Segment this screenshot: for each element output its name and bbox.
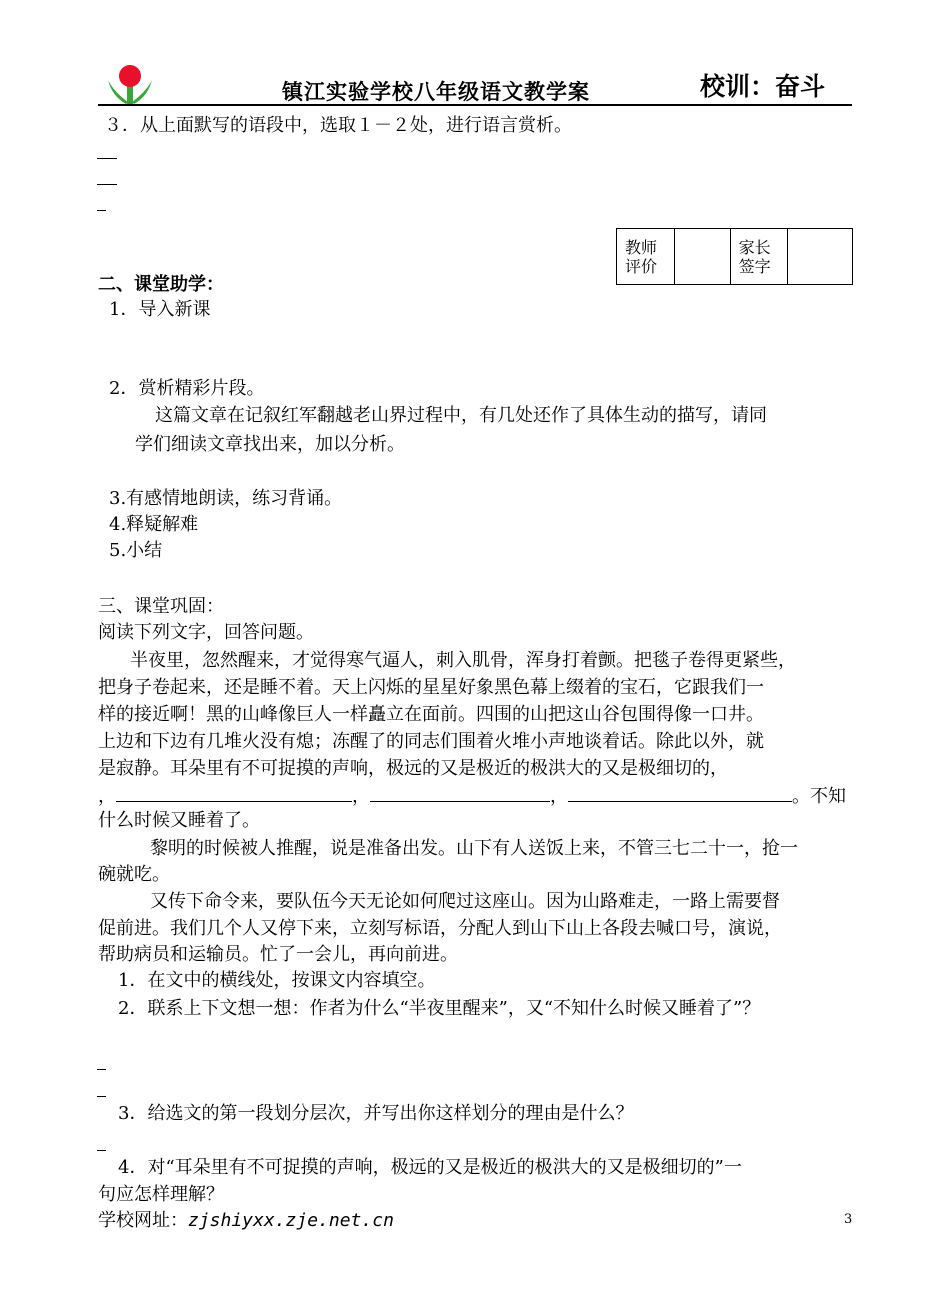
fill-blank-2[interactable] (370, 785, 550, 802)
passage-line: 上边和下边有几堆火没有熄；冻醒了的同志们围着火堆小声地谈着话。除此以外，就 (98, 731, 764, 752)
section2-item2-text: 这篇文章在记叙红军翻越老山界过程中，有几处还作了具体生动的描写，请同 (155, 405, 767, 426)
fill-end: 。不知 (792, 786, 846, 807)
logo-graphic (104, 62, 156, 106)
section3-instruction: 阅读下列文字，回答问题。 (98, 622, 314, 643)
evaluation-table (616, 228, 853, 285)
fill-sep: ， (352, 786, 370, 807)
section2-item3: 3.有感情地朗读，练习背诵。 (109, 488, 343, 509)
teacher-eval-box[interactable] (674, 229, 730, 285)
passage-line: 碗就吃。 (98, 864, 170, 885)
section2-heading: 二、课堂助学： (98, 274, 224, 295)
passage-line: 黎明的时候被人推醒，说是准备出发。山下有人送饭上来，不管三七二十一，抢一 (150, 838, 798, 859)
passage-line: 是寂静。耳朵里有不可捉摸的声响，极远的又是极近的极洪大的又是极细切的， (98, 758, 728, 779)
parent-sign-label: 家长 签字 (730, 229, 788, 285)
passage-line: 什么时候又睡着了。 (98, 810, 260, 831)
fill-sep: ， (98, 786, 116, 807)
answer-line (97, 158, 117, 159)
fill-blank-3[interactable] (568, 785, 792, 802)
footer-site-url[interactable]: zjshiyxx.zje.net.cn (188, 1210, 394, 1231)
passage-line: 又传下命令来，要队伍今天无论如何爬过这座山。因为山路难走，一路上需要督 (150, 891, 780, 912)
page-number: 3 (844, 1212, 853, 1227)
section3-heading: 三、课堂巩固： (98, 596, 224, 617)
question-3: 3．给选文的第一段划分层次，并写出你这样划分的理由是什么？ (118, 1103, 634, 1124)
footer-site (98, 1210, 394, 1232)
passage-line: 促前进。我们几个人又停下来，立刻写标语，分配人到山下山上各段去喊口号，演说， (98, 918, 782, 939)
section2-item4: 4.释疑解难 (109, 514, 199, 535)
header-motto: 校训：奋斗 (700, 72, 826, 101)
answer-line (97, 210, 106, 211)
parent-sign-box[interactable] (788, 229, 853, 285)
answer-line (97, 184, 117, 185)
answer-line (97, 1150, 106, 1151)
question-1: 1．在文中的横线处，按课文内容填空。 (118, 970, 436, 991)
question-4-cont: 句应怎样理解？ (98, 1184, 224, 1205)
passage-line: 帮助病员和运输员。忙了一会儿，再向前进。 (98, 944, 458, 965)
section2-item1: 1．导入新课 (109, 299, 211, 320)
fill-sep: ， (550, 786, 568, 807)
footer-site-label: 学校网址： (98, 1210, 188, 1231)
fill-blank-1[interactable] (116, 785, 352, 802)
answer-line (97, 1096, 106, 1097)
passage-line: 半夜里，忽然醒来，才觉得寒气逼人，刺入肌骨，浑身打着颤。把毯子卷得更紧些， (130, 650, 796, 671)
header-title: 镇江实验学校八年级语文教学案 (282, 79, 590, 104)
section1-item3: ３．从上面默写的语段中，选取１－２处，进行语言赏析。 (104, 115, 572, 136)
question-4: 4．对“耳朵里有不可捉摸的声响，极远的又是极近的极洪大的又是极细切的”一 (118, 1157, 742, 1178)
section2-item2-text: 学们细读文章找出来，加以分析。 (135, 434, 405, 455)
header-rule (98, 104, 852, 106)
passage-line: 样的接近啊！黑的山峰像巨人一样矗立在面前。四围的山把这山谷包围得像一口井。 (98, 704, 764, 725)
section2-item5: 5.小结 (109, 540, 163, 561)
fill-in-line (98, 785, 846, 808)
passage-line: 把身子卷起来，还是睡不着。天上闪烁的星星好象黑色幕上缀着的宝石，它跟我们一 (98, 677, 764, 698)
question-2: 2．联系上下文想一想：作者为什么“半夜里醒来”，又“不知什么时候又睡着了”？ (118, 998, 761, 1019)
section2-item2: 2．赏析精彩片段。 (109, 378, 265, 399)
teacher-eval-label: 教师 评价 (617, 229, 675, 285)
answer-line (97, 1069, 106, 1070)
school-logo (104, 62, 156, 106)
